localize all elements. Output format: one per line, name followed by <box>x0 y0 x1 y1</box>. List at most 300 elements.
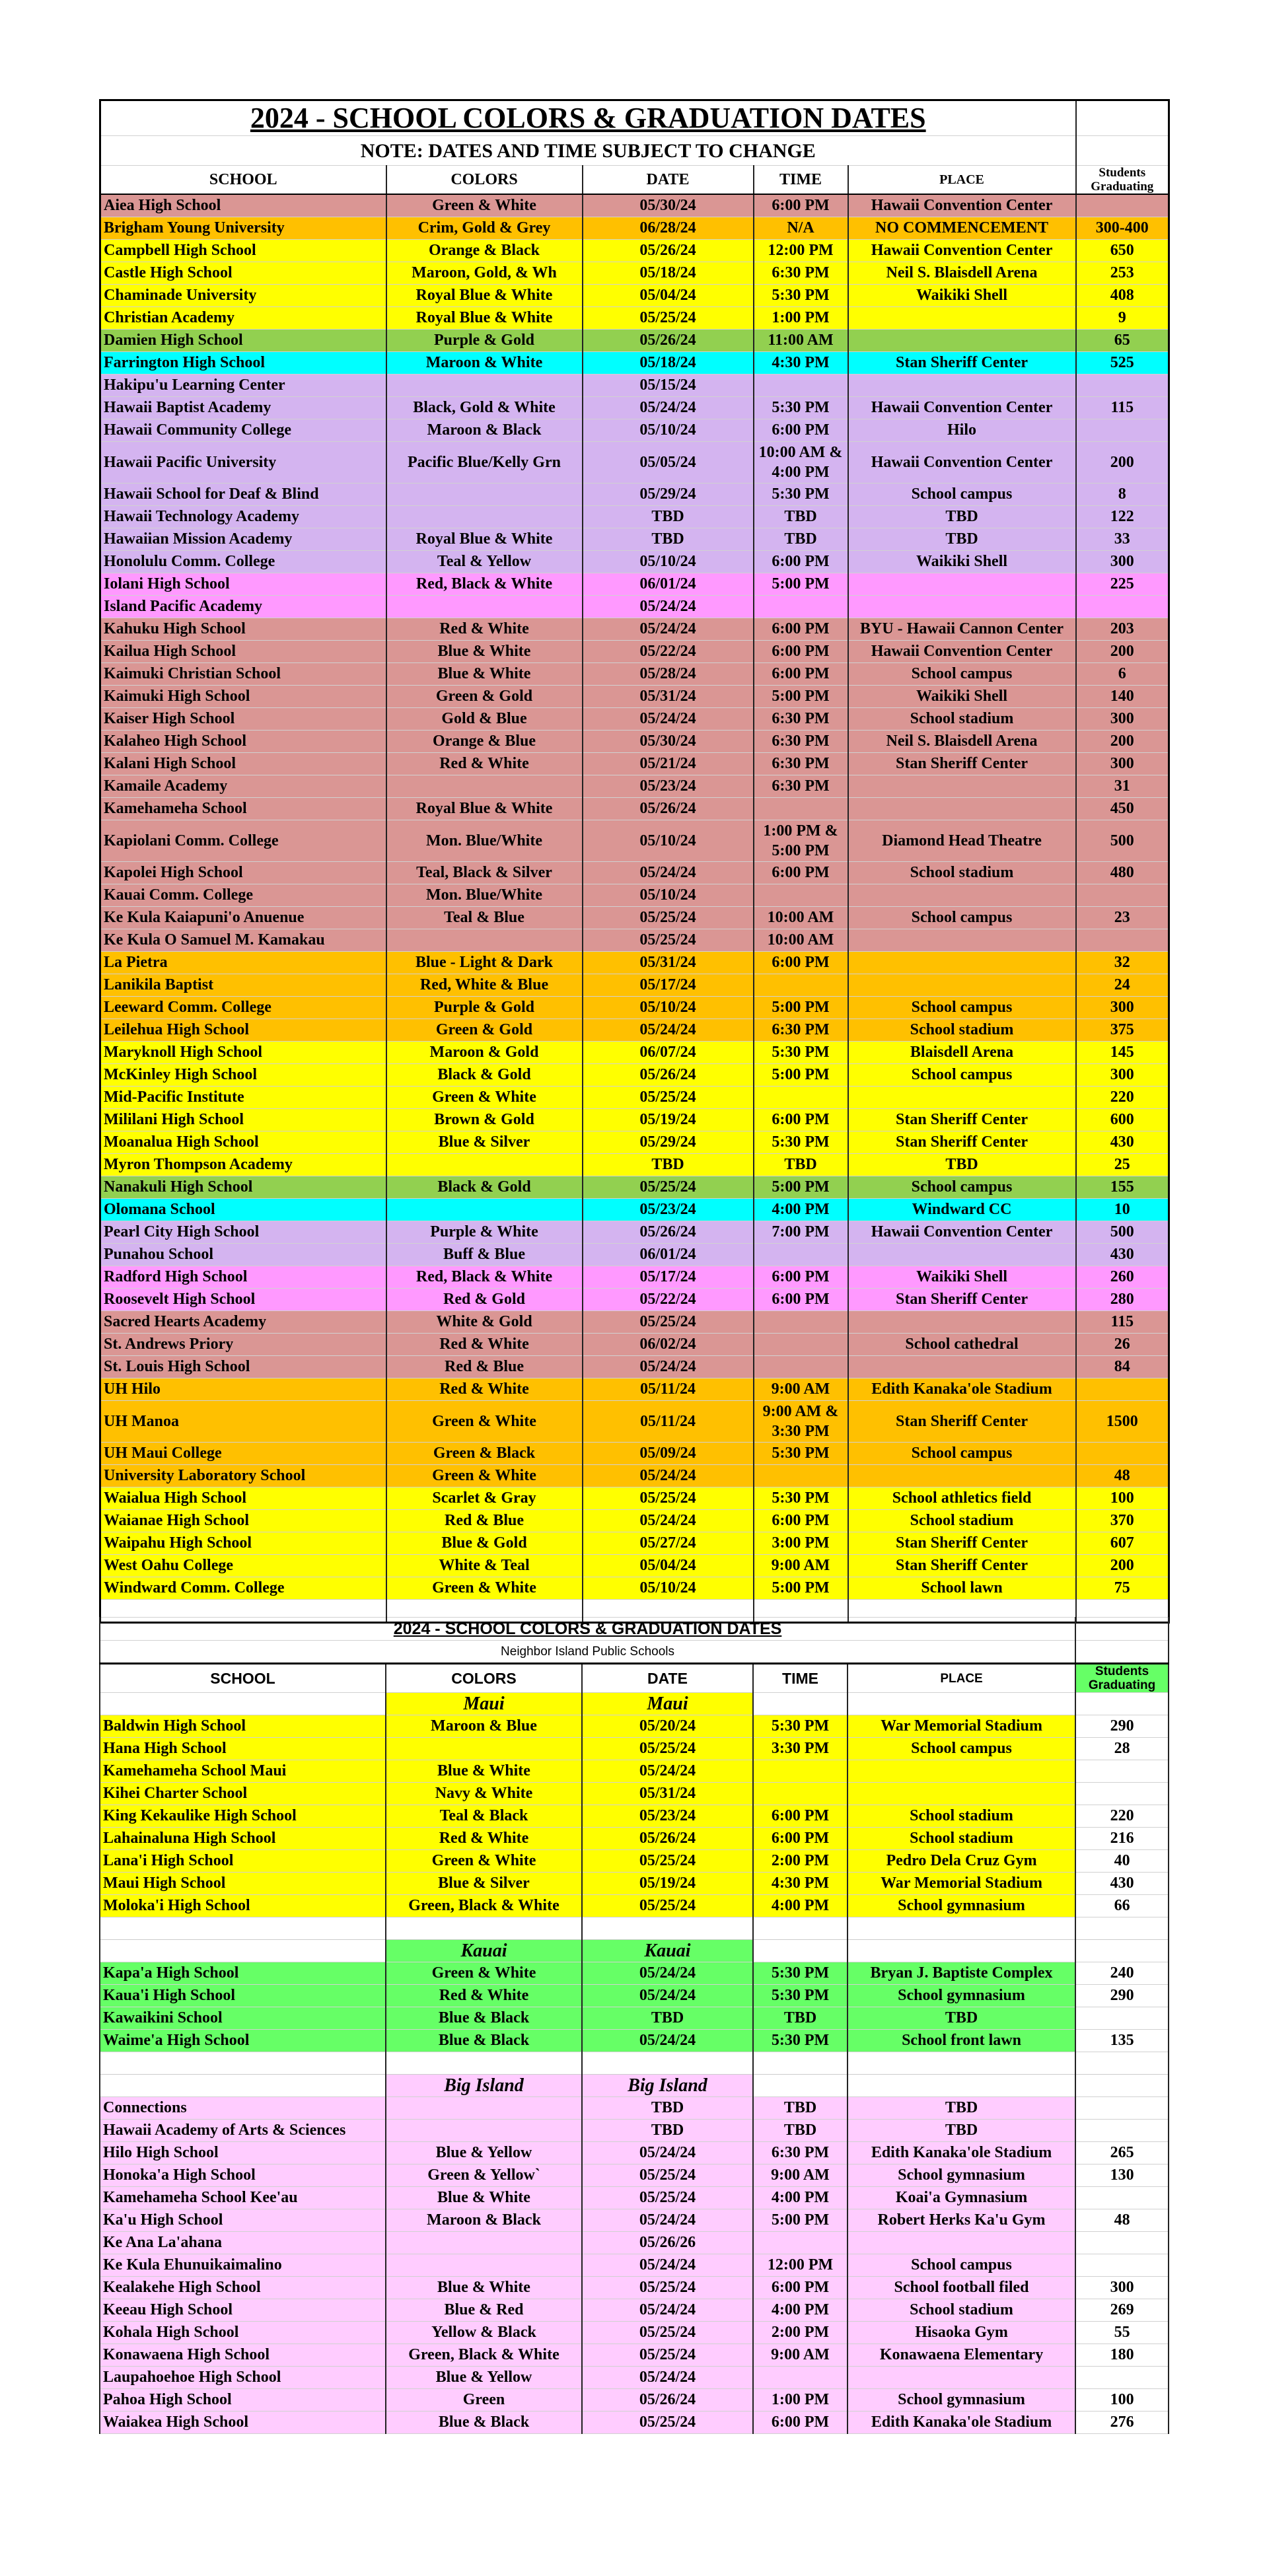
graduation-place: School lawn <box>848 1577 1076 1600</box>
graduation-place: Stan Sheriff Center <box>848 1289 1076 1311</box>
graduation-date: 05/31/24 <box>583 686 754 708</box>
graduation-place: Stan Sheriff Center <box>848 1109 1076 1131</box>
school-colors: White & Teal <box>386 1555 583 1577</box>
students-graduating <box>1076 596 1169 618</box>
graduation-date: 05/24/24 <box>583 1356 754 1378</box>
students-graduating <box>1076 1378 1169 1401</box>
graduation-time: 5:30 PM <box>753 1715 848 1738</box>
students-graduating: 650 <box>1076 240 1169 262</box>
graduation-place: Stan Sheriff Center <box>848 753 1076 775</box>
school-name: Hana High School <box>100 1738 386 1760</box>
graduation-time: 6:00 PM <box>754 641 848 663</box>
school-name: Lana'i High School <box>100 1850 386 1873</box>
graduation-time <box>753 2232 848 2254</box>
school-row <box>100 1532 1169 1555</box>
graduation-date: 06/07/24 <box>583 1042 754 1064</box>
school-row <box>100 1244 1169 1266</box>
students-graduating: 28 <box>1075 1738 1169 1760</box>
school-name: Kauai Comm. College <box>100 884 386 907</box>
school-name: Windward Comm. College <box>100 1577 386 1600</box>
school-colors: Red, Black & White <box>386 1266 583 1289</box>
graduation-time: 10:00 AM & 4:00 PM <box>754 442 848 483</box>
graduation-time: 6:00 PM <box>754 194 848 217</box>
school-colors: Blue & Yellow <box>386 2367 582 2389</box>
graduation-time: TBD <box>753 2007 848 2030</box>
school-colors: Brown & Gold <box>386 1109 583 1131</box>
school-row <box>100 1334 1169 1356</box>
school-name: Olomana School <box>100 1199 386 1221</box>
graduation-date: 05/30/24 <box>583 194 754 217</box>
region-label: Maui <box>386 1693 582 1715</box>
graduation-time: 6:30 PM <box>753 2142 848 2165</box>
graduation-date: 05/19/24 <box>583 1109 754 1131</box>
school-colors: Orange & Blue <box>386 731 583 753</box>
school-name: Kihei Charter School <box>100 1783 386 1805</box>
graduation-date: 05/10/24 <box>583 1577 754 1600</box>
school-colors: Red & Blue <box>386 1356 583 1378</box>
graduation-date: 05/31/24 <box>583 952 754 974</box>
graduation-time <box>754 1465 848 1487</box>
school-colors <box>386 1738 582 1760</box>
school-name: Keeau High School <box>100 2299 386 2322</box>
school-name: Waiakea High School <box>100 2412 386 2434</box>
school-colors: Green & White <box>386 194 583 217</box>
school-colors: Crim, Gold & Grey <box>386 217 583 240</box>
students-graduating <box>1076 419 1169 442</box>
region-header <box>100 1693 1169 1715</box>
graduation-time: 10:00 AM <box>754 907 848 929</box>
graduation-time: 5:30 PM <box>754 1487 848 1510</box>
school-row <box>100 1221 1169 1244</box>
school-row <box>100 1510 1169 1532</box>
students-graduating <box>1075 1760 1169 1783</box>
graduation-time <box>753 2367 848 2389</box>
graduation-place: School campus <box>848 907 1076 929</box>
students-graduating: 300 <box>1076 997 1169 1019</box>
graduation-time: 4:30 PM <box>753 1873 848 1895</box>
graduation-time: 5:30 PM <box>753 1985 848 2007</box>
graduation-place: School football filed <box>848 2277 1075 2299</box>
students-graduating: 375 <box>1076 1019 1169 1042</box>
school-row <box>100 820 1169 862</box>
graduation-date: 05/25/24 <box>583 929 754 952</box>
school-colors: Pacific Blue/Kelly Grn <box>386 442 583 483</box>
school-row <box>100 1019 1169 1042</box>
school-colors: Purple & Gold <box>386 330 583 352</box>
school-name: Farrington High School <box>100 352 386 375</box>
school-row <box>100 1176 1169 1199</box>
graduation-place: Waikiki Shell <box>848 285 1076 307</box>
school-row <box>100 618 1169 641</box>
graduation-time: 5:00 PM <box>754 686 848 708</box>
school-name: Konawaena High School <box>100 2344 386 2367</box>
graduation-date: 05/24/24 <box>583 596 754 618</box>
school-colors: Teal, Black & Silver <box>386 862 583 884</box>
students-graduating: 33 <box>1076 528 1169 551</box>
school-colors: Blue & Black <box>386 2030 582 2052</box>
graduation-time: 5:30 PM <box>753 1962 848 1985</box>
graduation-date: 05/25/24 <box>582 1895 753 1917</box>
students-graduating: 253 <box>1076 262 1169 285</box>
graduation-time: 4:00 PM <box>753 1895 848 1917</box>
graduation-date: 05/26/24 <box>583 798 754 820</box>
graduation-date: 05/26/24 <box>582 1828 753 1850</box>
school-colors: Purple & Gold <box>386 997 583 1019</box>
school-name: St. Louis High School <box>100 1356 386 1378</box>
students-graduating: 500 <box>1076 1221 1169 1244</box>
graduation-place: Diamond Head Theatre <box>848 820 1076 862</box>
school-colors <box>386 2254 582 2277</box>
graduation-date: 05/28/24 <box>583 663 754 686</box>
graduation-time: 6:00 PM <box>753 2412 848 2434</box>
graduation-place: School gymnasium <box>848 1895 1075 1917</box>
school-colors: Mon. Blue/White <box>386 820 583 862</box>
school-colors: Blue & White <box>386 641 583 663</box>
school-name: Kaimuki High School <box>100 686 386 708</box>
school-name: Hawaii Baptist Academy <box>100 397 386 419</box>
graduation-date: 05/25/24 <box>583 1311 754 1334</box>
school-colors <box>386 2097 582 2120</box>
students-graduating: 203 <box>1076 618 1169 641</box>
school-row <box>100 442 1169 483</box>
school-name: Kaiser High School <box>100 708 386 731</box>
graduation-time: TBD <box>754 528 848 551</box>
school-colors: Teal & Yellow <box>386 551 583 573</box>
header-date: DATE <box>583 166 754 195</box>
graduation-date: 05/24/24 <box>582 2299 753 2322</box>
school-name: Honolulu Comm. College <box>100 551 386 573</box>
school-name: McKinley High School <box>100 1064 386 1087</box>
school-colors <box>386 1154 583 1176</box>
neighbor-school-row <box>100 1760 1169 1783</box>
school-colors: Red & Gold <box>386 1289 583 1311</box>
graduation-time: 9:00 AM <box>754 1555 848 1577</box>
school-colors: Maroon, Gold, & Wh <box>386 262 583 285</box>
graduation-time: 3:30 PM <box>753 1738 848 1760</box>
students-graduating <box>1075 2367 1169 2389</box>
graduation-time <box>754 1356 848 1378</box>
graduation-time: 6:00 PM <box>754 618 848 641</box>
graduation-date: TBD <box>582 2097 753 2120</box>
school-name: Connections <box>100 2097 386 2120</box>
neighbor-school-row <box>100 1850 1169 1873</box>
school-row <box>100 997 1169 1019</box>
school-name: Pearl City High School <box>100 1221 386 1244</box>
school-name: Damien High School <box>100 330 386 352</box>
students-graduating: 430 <box>1076 1131 1169 1154</box>
graduation-time: 6:30 PM <box>754 775 848 798</box>
students-graduating: 25 <box>1076 1154 1169 1176</box>
graduation-time <box>754 375 848 397</box>
graduation-time: 5:30 PM <box>754 285 848 307</box>
graduation-place <box>848 974 1076 997</box>
students-graduating: 408 <box>1076 285 1169 307</box>
graduation-time <box>754 974 848 997</box>
graduation-time: 6:00 PM <box>753 2277 848 2299</box>
school-name: University Laboratory School <box>100 1465 386 1487</box>
graduation-time: 6:00 PM <box>754 551 848 573</box>
graduation-date: 06/02/24 <box>583 1334 754 1356</box>
students-graduating: 48 <box>1075 2209 1169 2232</box>
neighbor-island-table <box>99 1617 1169 2434</box>
school-colors: Blue & Silver <box>386 1131 583 1154</box>
school-row <box>100 1577 1169 1600</box>
school-row <box>100 1555 1169 1577</box>
neighbor-school-row <box>100 2367 1169 2389</box>
graduation-date: 05/24/24 <box>582 2367 753 2389</box>
school-name: Chaminade University <box>100 285 386 307</box>
school-colors: Green & White <box>386 1577 583 1600</box>
school-colors: Blue & Red <box>386 2299 582 2322</box>
graduation-place: School stadium <box>848 708 1076 731</box>
graduation-place: TBD <box>848 528 1076 551</box>
students-graduating: 115 <box>1076 1311 1169 1334</box>
graduation-time <box>753 1783 848 1805</box>
school-name: Ka'u High School <box>100 2209 386 2232</box>
school-row <box>100 952 1169 974</box>
neighbor-school-row <box>100 2097 1169 2120</box>
students-graduating: 100 <box>1076 1487 1169 1510</box>
school-colors: Green, Black & White <box>386 1895 582 1917</box>
school-row <box>100 573 1169 596</box>
school-row <box>100 1443 1169 1465</box>
students-graduating: 607 <box>1076 1532 1169 1555</box>
graduation-time: 5:30 PM <box>754 1443 848 1465</box>
graduation-time: N/A <box>754 217 848 240</box>
school-colors: Green & Gold <box>386 686 583 708</box>
students-graduating <box>1075 1783 1169 1805</box>
school-row <box>100 1199 1169 1221</box>
graduation-date: 05/31/24 <box>582 1783 753 1805</box>
graduation-date: 05/25/24 <box>582 2412 753 2434</box>
graduation-place: School cathedral <box>848 1334 1076 1356</box>
neighbor-school-row <box>100 1783 1169 1805</box>
school-name: Ke Kula O Samuel M. Kamakau <box>100 929 386 952</box>
graduation-time: 1:00 PM <box>753 2389 848 2412</box>
graduation-place: Stan Sheriff Center <box>848 1401 1076 1443</box>
students-graduating: 135 <box>1075 2030 1169 2052</box>
graduation-date: 05/25/24 <box>583 907 754 929</box>
school-row <box>100 1311 1169 1334</box>
graduation-date: 05/10/24 <box>583 551 754 573</box>
neighbor-school-row <box>100 2344 1169 2367</box>
graduation-date: 05/25/24 <box>582 2165 753 2187</box>
graduation-date: 05/26/24 <box>583 1221 754 1244</box>
students-graduating: 40 <box>1075 1850 1169 1873</box>
graduation-time: 5:00 PM <box>754 573 848 596</box>
school-name: Aiea High School <box>100 194 386 217</box>
graduation-place <box>848 1783 1075 1805</box>
graduation-time <box>753 1760 848 1783</box>
students-graduating: 600 <box>1076 1109 1169 1131</box>
school-colors: Blue - Light & Dark <box>386 952 583 974</box>
graduation-date: 05/24/24 <box>582 2209 753 2232</box>
graduation-place: Waikiki Shell <box>848 551 1076 573</box>
school-colors <box>386 775 583 798</box>
school-row <box>100 352 1169 375</box>
graduation-place: School gymnasium <box>848 2389 1075 2412</box>
graduation-place: School gymnasium <box>848 2165 1075 2187</box>
school-colors: Red, White & Blue <box>386 974 583 997</box>
graduation-place <box>848 596 1076 618</box>
school-name: Lanikila Baptist <box>100 974 386 997</box>
neighbor-title: 2024 - SCHOOL COLORS & GRADUATION DATES <box>100 1618 1075 1641</box>
students-graduating: 500 <box>1076 820 1169 862</box>
school-row <box>100 1401 1169 1443</box>
school-name: St. Andrews Priory <box>100 1334 386 1356</box>
school-name: Maui High School <box>100 1873 386 1895</box>
school-row <box>100 262 1169 285</box>
neighbor-school-row <box>100 2007 1169 2030</box>
graduation-place <box>848 952 1076 974</box>
school-colors: Buff & Blue <box>386 1244 583 1266</box>
neighbor-school-row <box>100 2277 1169 2299</box>
school-row <box>100 1289 1169 1311</box>
graduation-time: TBD <box>754 1154 848 1176</box>
school-row <box>100 330 1169 352</box>
graduation-time <box>754 596 848 618</box>
school-name: West Oahu College <box>100 1555 386 1577</box>
graduation-time: 3:00 PM <box>754 1532 848 1555</box>
school-row <box>100 907 1169 929</box>
students-graduating: 130 <box>1075 2165 1169 2187</box>
school-name: King Kekaulike High School <box>100 1805 386 1828</box>
graduation-time: 6:30 PM <box>754 262 848 285</box>
graduation-time: 6:00 PM <box>754 419 848 442</box>
school-colors: Teal & Blue <box>386 907 583 929</box>
students-graduating: 216 <box>1075 1828 1169 1850</box>
header-colors: COLORS <box>386 166 583 195</box>
graduation-date: 06/28/24 <box>583 217 754 240</box>
students-graduating <box>1075 2254 1169 2277</box>
students-graduating <box>1075 2187 1169 2209</box>
students-graduating: 100 <box>1075 2389 1169 2412</box>
students-graduating: 55 <box>1075 2322 1169 2344</box>
school-name: Kamehameha School Kee'au <box>100 2187 386 2209</box>
school-name: Kealakehe High School <box>100 2277 386 2299</box>
school-colors: Black & Gold <box>386 1176 583 1199</box>
school-name: Brigham Young University <box>100 217 386 240</box>
neighbor-header-place: PLACE <box>848 1664 1075 1693</box>
school-name: Hawaii School for Deaf & Blind <box>100 483 386 506</box>
graduation-time <box>754 884 848 907</box>
school-name: UH Hilo <box>100 1378 386 1401</box>
graduation-place: School stadium <box>848 1510 1076 1532</box>
neighbor-school-row <box>100 2299 1169 2322</box>
graduation-date: 05/23/24 <box>583 1199 754 1221</box>
graduation-place: School stadium <box>848 862 1076 884</box>
school-name: Kohala High School <box>100 2322 386 2344</box>
students-graduating: 65 <box>1076 330 1169 352</box>
school-name: Kapa'a High School <box>100 1962 386 1985</box>
graduation-time: 6:00 PM <box>754 663 848 686</box>
neighbor-school-row <box>100 2187 1169 2209</box>
school-colors: Red & Blue <box>386 1510 583 1532</box>
school-name: Punahou School <box>100 1244 386 1266</box>
school-colors: Red, Black & White <box>386 573 583 596</box>
school-row <box>100 1064 1169 1087</box>
graduation-date: 05/26/24 <box>582 2389 753 2412</box>
graduation-place: War Memorial Stadium <box>848 1873 1075 1895</box>
school-row <box>100 528 1169 551</box>
graduation-time <box>754 1334 848 1356</box>
graduation-place <box>848 1244 1076 1266</box>
graduation-date: TBD <box>582 2007 753 2030</box>
graduation-place <box>848 2367 1075 2389</box>
school-row <box>100 708 1169 731</box>
graduation-date: 05/24/24 <box>582 1985 753 2007</box>
graduation-date: 05/10/24 <box>583 419 754 442</box>
graduation-date: 05/26/26 <box>582 2232 753 2254</box>
graduation-time: 5:00 PM <box>754 1064 848 1087</box>
students-graduating: 200 <box>1076 731 1169 753</box>
graduation-place <box>848 884 1076 907</box>
graduation-date: 05/17/24 <box>583 1266 754 1289</box>
graduation-date: 05/18/24 <box>583 352 754 375</box>
school-colors: Orange & Black <box>386 240 583 262</box>
region-header <box>100 1940 1169 1962</box>
students-graduating: 276 <box>1075 2412 1169 2434</box>
neighbor-school-row <box>100 2412 1169 2434</box>
school-colors: Blue & Silver <box>386 1873 582 1895</box>
school-colors: Red & White <box>386 1828 582 1850</box>
header-time: TIME <box>754 166 848 195</box>
graduation-date: 05/26/24 <box>583 240 754 262</box>
school-name: Hilo High School <box>100 2142 386 2165</box>
graduation-time: 11:00 AM <box>754 330 848 352</box>
graduation-date: 05/24/24 <box>583 618 754 641</box>
graduation-time: 6:30 PM <box>754 1019 848 1042</box>
students-graduating: 31 <box>1076 775 1169 798</box>
school-colors: Gold & Blue <box>386 708 583 731</box>
school-colors: Blue & White <box>386 663 583 686</box>
students-graduating: 300 <box>1076 1064 1169 1087</box>
school-row <box>100 798 1169 820</box>
school-row <box>100 753 1169 775</box>
school-row <box>100 1087 1169 1109</box>
school-name: UH Manoa <box>100 1401 386 1443</box>
graduation-time: 9:00 AM & 3:30 PM <box>754 1401 848 1443</box>
school-colors: Purple & White <box>386 1221 583 1244</box>
graduation-date: 05/25/24 <box>582 2187 753 2209</box>
graduation-date: TBD <box>583 528 754 551</box>
students-graduating: 6 <box>1076 663 1169 686</box>
neighbor-header-colors: COLORS <box>386 1664 582 1693</box>
graduation-date: 05/25/24 <box>582 2277 753 2299</box>
school-name: Moloka'i High School <box>100 1895 386 1917</box>
graduation-place: Hilo <box>848 419 1076 442</box>
school-colors: Yellow & Black <box>386 2322 582 2344</box>
school-row <box>100 862 1169 884</box>
graduation-time: 6:00 PM <box>754 1266 848 1289</box>
school-colors <box>386 2120 582 2142</box>
school-colors: Red & White <box>386 753 583 775</box>
school-colors: Green & Gold <box>386 1019 583 1042</box>
graduation-time: 9:00 AM <box>754 1378 848 1401</box>
school-row <box>100 194 1169 217</box>
students-graduating: 260 <box>1076 1266 1169 1289</box>
school-name: Kalani High School <box>100 753 386 775</box>
school-colors: Red & White <box>386 618 583 641</box>
school-row <box>100 884 1169 907</box>
students-graduating: 265 <box>1075 2142 1169 2165</box>
graduation-place: Waikiki Shell <box>848 1266 1076 1289</box>
students-graduating <box>1076 929 1169 952</box>
students-graduating: 122 <box>1076 506 1169 528</box>
graduation-place: Stan Sheriff Center <box>848 1555 1076 1577</box>
school-name: Kamaile Academy <box>100 775 386 798</box>
students-graduating: 370 <box>1076 1510 1169 1532</box>
